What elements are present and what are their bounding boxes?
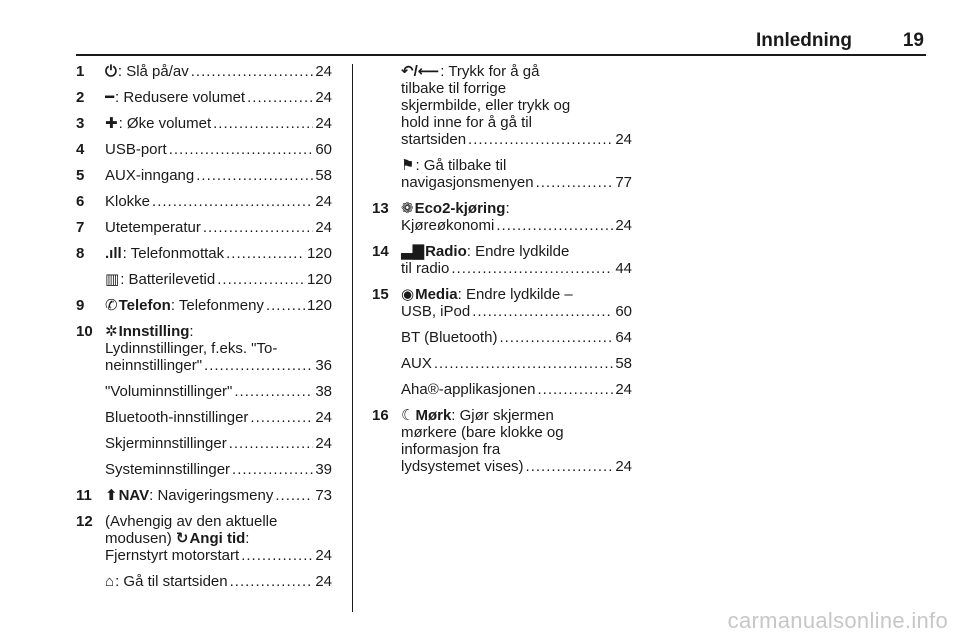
page-ref: 24 <box>315 409 332 426</box>
item-text: : Øke volumet <box>118 115 212 132</box>
list-item-15-aha <box>372 381 632 398</box>
page-ref: 120 <box>306 245 332 262</box>
item-text: Lydinnstillinger, f.eks. "To- <box>105 340 278 357</box>
leader-dots <box>226 245 305 262</box>
leader-dots <box>203 219 313 236</box>
list-item-15 <box>372 286 632 320</box>
list-item-14 <box>372 243 632 277</box>
section-title: Innledning <box>755 30 852 51</box>
list-item-13 <box>372 200 632 234</box>
item-number: 4 <box>76 141 85 158</box>
leader-dots <box>191 63 314 80</box>
item-text: Klokke <box>105 193 151 210</box>
leader-dots <box>499 329 613 346</box>
nav-arrow-icon: ⬆ <box>105 487 118 504</box>
watermark: carmanualsonline.info <box>727 608 948 633</box>
item-label: Angi tid <box>189 530 246 547</box>
item-label: Telefon <box>118 297 171 314</box>
list-item-8-battery <box>76 271 332 288</box>
page-number: 19 <box>902 30 924 51</box>
page-ref: 64 <box>615 329 632 346</box>
remote-start-icon: ↻ <box>175 530 189 547</box>
column-divider <box>352 64 353 612</box>
item-label: Radio <box>425 243 467 260</box>
leader-dots <box>275 487 313 504</box>
item-text: startsiden <box>401 131 467 148</box>
page-ref: 60 <box>615 303 632 320</box>
item-text: modusen) <box>105 530 176 547</box>
page-ref: 24 <box>615 458 632 475</box>
item-text: : Trykk for å gå <box>440 63 540 80</box>
list-item-15-bt <box>372 329 632 346</box>
battery-icon: ▥ <box>105 271 120 288</box>
item-number: 5 <box>76 167 85 184</box>
item-text: Bluetooth-innstillinger <box>105 409 249 426</box>
back-icon: ↶/⟵ <box>401 63 440 80</box>
page-ref: 44 <box>615 260 632 277</box>
item-number: 16 <box>372 407 389 424</box>
item-number: 12 <box>76 513 93 530</box>
item-text: neinnstillinger" <box>105 357 203 374</box>
leader-dots <box>250 409 313 426</box>
leader-dots <box>234 383 313 400</box>
page-ref: 24 <box>315 219 332 236</box>
page-ref: 73 <box>315 487 332 504</box>
leader-dots <box>213 115 313 132</box>
item-number: 6 <box>76 193 85 210</box>
item-colon: : <box>245 530 250 547</box>
item-number: 15 <box>372 286 389 303</box>
page-ref: 36 <box>315 357 332 374</box>
right-column <box>372 63 632 484</box>
power-icon: ⏻ <box>105 63 117 80</box>
settings-icon: ✲ <box>105 323 118 340</box>
page-ref: 24 <box>315 115 332 132</box>
list-item-1 <box>76 63 332 80</box>
list-item-5 <box>76 167 332 184</box>
item-text: AUX <box>401 355 432 372</box>
page-ref: 60 <box>315 141 332 158</box>
item-text: Utetemperatur <box>105 219 201 236</box>
item-text: : Redusere volumet <box>115 89 246 106</box>
list-item-3 <box>76 115 332 132</box>
page-header <box>76 28 926 56</box>
minus-icon: ━ <box>105 89 115 106</box>
list-item-10-volume <box>76 383 332 400</box>
leader-dots <box>241 547 313 564</box>
phone-icon: ✆ <box>105 297 118 314</box>
item-text: Fjernstyrt motorstart <box>105 547 240 564</box>
item-text: USB, iPod <box>401 303 471 320</box>
page-ref: 24 <box>615 131 632 148</box>
list-item-11 <box>76 487 332 504</box>
page-ref: 39 <box>315 461 332 478</box>
item-number: 14 <box>372 243 389 260</box>
item-text: navigasjonsmenyen <box>401 174 534 191</box>
list-item-10 <box>76 323 332 374</box>
plus-icon: ✚ <box>105 115 118 132</box>
item-text: til radio <box>401 260 450 277</box>
list-item-12-home <box>76 573 332 590</box>
page-ref: 58 <box>615 355 632 372</box>
list-item-2 <box>76 89 332 106</box>
item-number: 13 <box>372 200 389 217</box>
leader-dots <box>169 141 314 158</box>
item-number: 11 <box>76 487 92 504</box>
leader-dots <box>196 167 313 184</box>
item-text: Systeminnstillinger <box>105 461 231 478</box>
moon-icon: ☾ <box>401 407 415 424</box>
leader-dots <box>229 435 314 452</box>
item-text: tilbake til forrige <box>401 80 507 97</box>
list-item-4 <box>76 141 332 158</box>
page-ref: 24 <box>315 89 332 106</box>
left-column <box>76 63 332 599</box>
page-ref: 120 <box>306 297 332 314</box>
leader-dots <box>472 303 613 320</box>
item-number: 10 <box>76 323 93 340</box>
leader-dots <box>266 297 305 314</box>
item-label: Eco2-kjøring <box>414 200 506 217</box>
leader-dots <box>217 271 305 288</box>
item-text: : Slå på/av <box>117 63 189 80</box>
item-text: Aha®-applikasjonen <box>401 381 536 398</box>
list-item-7 <box>76 219 332 236</box>
list-item-back <box>372 63 632 148</box>
signal-icon: .ıll <box>105 245 122 262</box>
item-text: : Telefonmottak <box>122 245 225 262</box>
leader-dots <box>536 174 614 191</box>
list-item-nav-back <box>372 157 632 191</box>
item-text: : Endre lydkilde – <box>457 286 573 303</box>
leader-dots <box>526 458 614 475</box>
leader-dots <box>537 381 613 398</box>
media-icon: ◉ <box>401 286 415 303</box>
flag-icon: ⚑ <box>401 157 415 174</box>
item-text: (Avhengig av den aktuelle <box>105 513 278 530</box>
leader-dots <box>232 461 313 478</box>
item-text: BT (Bluetooth) <box>401 329 498 346</box>
list-item-9 <box>76 297 332 314</box>
item-text: : Gå til startsiden <box>115 573 228 590</box>
home-icon: ⌂ <box>105 573 115 590</box>
item-text: : Navigeringsmeny <box>149 487 274 504</box>
item-label: Innstilling <box>118 323 190 340</box>
item-text: Skjerminnstillinger <box>105 435 227 452</box>
leader-dots <box>152 193 313 210</box>
leader-dots <box>451 260 613 277</box>
item-text: USB-port <box>105 141 167 158</box>
item-colon: : <box>505 200 510 217</box>
list-item-10-bluetooth <box>76 409 332 426</box>
item-text: : Gå tilbake til <box>415 157 507 174</box>
item-text: mørkere (bare klokke og <box>401 424 564 441</box>
item-text: skjermbilde, eller trykk og <box>401 97 571 114</box>
item-text: : Batterilevetid <box>120 271 216 288</box>
item-number: 2 <box>76 89 85 106</box>
item-number: 9 <box>76 297 85 314</box>
leader-dots <box>230 573 314 590</box>
item-number: 3 <box>76 115 85 132</box>
page-ref: 77 <box>615 174 632 191</box>
item-text: Kjøreøkonomi <box>401 217 495 234</box>
leader-dots <box>247 89 313 106</box>
list-item-10-system <box>76 461 332 478</box>
item-text: : Endre lydkilde <box>466 243 570 260</box>
page-ref: 38 <box>315 383 332 400</box>
leader-dots <box>496 217 613 234</box>
item-text: informasjon fra <box>401 441 501 458</box>
page-ref: 58 <box>315 167 332 184</box>
list-item-16 <box>372 407 632 475</box>
item-label: Mørk <box>415 407 452 424</box>
item-text: "Voluminnstillinger" <box>105 383 233 400</box>
radio-icon: ▃▇ <box>401 243 425 260</box>
page-ref: 24 <box>315 547 332 564</box>
item-number: 7 <box>76 219 85 236</box>
leader-dots <box>434 355 613 372</box>
leader-dots <box>468 131 613 148</box>
eco-icon: ❁ <box>401 200 414 217</box>
list-item-10-screen <box>76 435 332 452</box>
item-text: hold inne for å gå til <box>401 114 532 131</box>
page-ref: 24 <box>615 217 632 234</box>
list-item-15-aux <box>372 355 632 372</box>
item-label: Media <box>415 286 458 303</box>
list-item-8 <box>76 245 332 262</box>
page-ref: 24 <box>315 193 332 210</box>
list-item-12 <box>76 513 332 564</box>
item-text: : Gjør skjermen <box>451 407 554 424</box>
page-ref: 24 <box>315 435 332 452</box>
page-ref: 24 <box>315 63 332 80</box>
list-item-6 <box>76 193 332 210</box>
page-ref: 24 <box>615 381 632 398</box>
item-text: AUX-inngang <box>105 167 195 184</box>
leader-dots <box>204 357 313 374</box>
item-text: : Telefonmeny <box>170 297 264 314</box>
item-label: NAV <box>118 487 150 504</box>
page-ref: 120 <box>306 271 332 288</box>
page-ref: 24 <box>315 573 332 590</box>
item-colon: : <box>189 323 194 340</box>
item-number: 1 <box>76 63 85 80</box>
item-number: 8 <box>76 245 85 262</box>
item-text: lydsystemet vises) <box>401 458 524 475</box>
